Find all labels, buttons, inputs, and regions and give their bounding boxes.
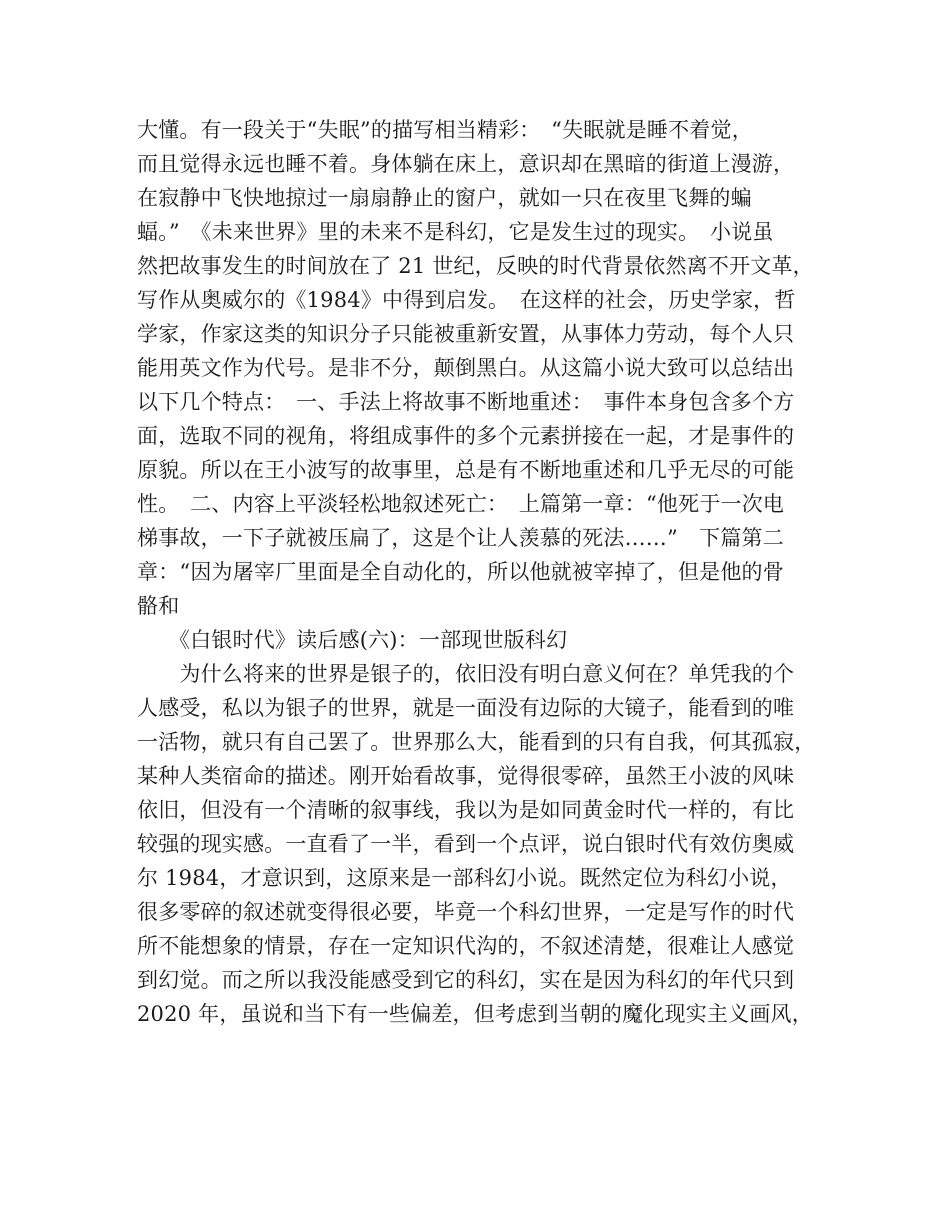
- text-line: 性。 二、内容上平淡轻松地叙述死亡： 上篇第一章：“他死于一次电: [137, 492, 785, 516]
- section-heading: 《白银时代》读后感(六)：一部现世版科幻: [137, 628, 568, 652]
- text-line: 2020 年，虽说和当下有一些偏差，但考虑到当朝的魔化现实主义画风，: [137, 1002, 813, 1026]
- text-line: 大懂。有一段关于“失眠”的描写相当精彩： “失眠就是睡不着觉，: [137, 118, 753, 142]
- text-line: 较强的现实感。一直看了一半，看到一个点评，说白银时代有效仿奥威: [137, 832, 795, 856]
- text-line: 人感受，私以为银子的世界，就是一面没有边际的大镜子，能看到的唯: [137, 696, 795, 720]
- text-line: 尔 1984，才意识到，这原来是一部科幻小说。既然定位为科幻小说，: [137, 866, 792, 890]
- text-line: 很多零碎的叙述就变得很必要，毕竟一个科幻世界，一定是写作的时代: [137, 900, 795, 924]
- text-line: 依旧，但没有一个清晰的叙事线，我以为是如同黄金时代一样的，有比: [137, 798, 795, 822]
- text-line: 然把故事发生的时间放在了 21 世纪，反映的时代背景依然离不开文革，: [137, 254, 814, 278]
- text-line: 某种人类宿命的描述。刚开始看故事，觉得很零碎，虽然王小波的风味: [137, 764, 795, 788]
- text-line: 一活物，就只有自己罢了。世界那么大，能看到的只有自我，何其孤寂，: [137, 730, 816, 754]
- text-line: 学家，作家这类的知识分子只能被重新安置，从事体力劳动，每个人只: [137, 322, 795, 346]
- text-line: 章：“因为屠宰厂里面是全自动化的，所以他就被宰掉了，但是他的骨: [137, 560, 784, 584]
- text-line: 面，选取不同的视角，将组成事件的多个元素拼接在一起，才是事件的: [137, 424, 795, 448]
- text-line: 写作从奥威尔的《1984》中得到启发。 在这样的社会，历史学家，哲: [137, 288, 796, 312]
- text-line: 原貌。所以在王小波写的故事里，总是有不断地重述和几乎无尽的可能: [137, 458, 795, 482]
- text-line: 为什么将来的世界是银子的，依旧没有明白意义何在？单凭我的个: [137, 662, 795, 686]
- text-line: 能用英文作为代号。是非不分，颠倒黑白。从这篇小说大致可以总结出: [137, 356, 795, 380]
- text-line: 所不能想象的情景，存在一定知识代沟的，不叙述清楚，很难让人感觉: [137, 934, 795, 958]
- text-line: 到幻觉。而之所以我没能感受到它的科幻，实在是因为科幻的年代只到: [137, 968, 795, 992]
- text-line: 在寂静中飞快地掠过一扇扇静止的窗户，就如一只在夜里飞舞的蝙: [137, 186, 752, 210]
- text-line: 以下几个特点： 一、手法上将故事不断地重述： 事件本身包含多个方: [137, 390, 795, 414]
- text-line: 而且觉得永远也睡不着。身体躺在床上，意识却在黑暗的街道上漫游，: [137, 152, 795, 176]
- text-line: 梯事故，一下子就被压扁了，这是个让人羡慕的死法……” 下篇第二: [137, 526, 784, 550]
- text-line: 骼和: [137, 594, 180, 618]
- text-line: 蝠。” 《未来世界》里的未来不是科幻，它是发生过的现实。 小说虽: [137, 220, 774, 244]
